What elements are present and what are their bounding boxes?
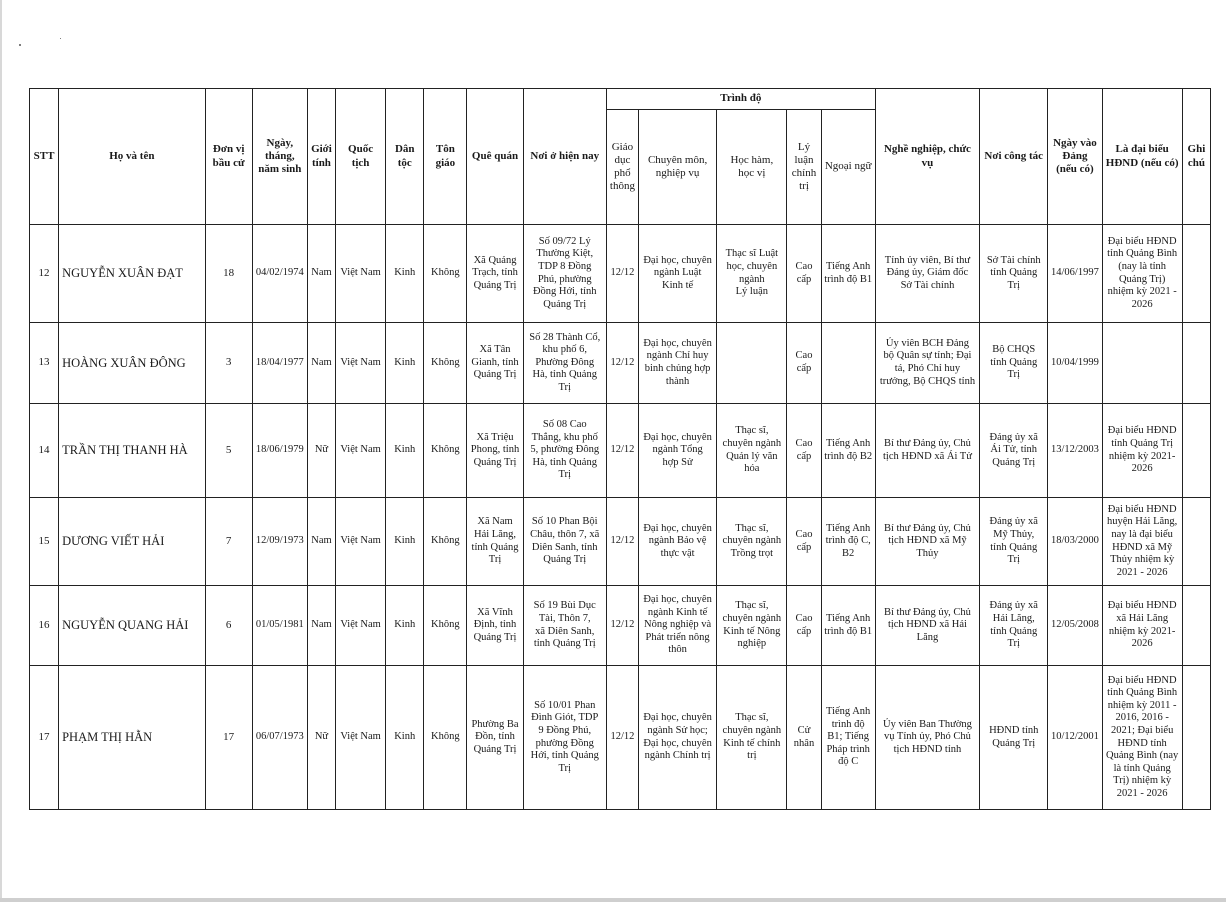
cell-name: DƯƠNG VIẾT HẢI: [59, 498, 205, 586]
cell-general-education: 12/12: [606, 666, 638, 810]
table-row: [30, 323, 1211, 404]
cell-specialization: Đại học, chuyên ngành Luật Kinh tế: [638, 225, 716, 323]
table-row: [30, 404, 1211, 498]
cell-birthdate: 12/09/1973: [252, 498, 307, 586]
cell-workplace: Bộ CHQS tỉnh Quảng Trị: [980, 323, 1048, 404]
cell-stt: 15: [30, 498, 59, 586]
col-header-notes: Ghi chú: [1182, 89, 1210, 225]
cell-constituency: 17: [205, 666, 252, 810]
table-row: [30, 225, 1211, 323]
cell-hometown: Phường Ba Đồn, tỉnh Quảng Trị: [467, 666, 523, 810]
cell-academic-degree: Thạc sĩ, chuyên ngành Kinh tế chính trị: [717, 666, 787, 810]
cell-council-delegate: [1102, 323, 1182, 404]
cell-constituency: 6: [205, 586, 252, 666]
cell-political-theory: Cao cấp: [787, 323, 821, 404]
cell-ethnicity: Kinh: [386, 666, 424, 810]
cell-religion: Không: [424, 323, 467, 404]
header-row-top: [30, 89, 1211, 110]
cell-constituency: 18: [205, 225, 252, 323]
cell-specialization: Đại học, chuyên ngành Chỉ huy binh chủng hợp thành: [638, 323, 716, 404]
cell-general-education: 12/12: [606, 404, 638, 498]
cell-foreign-language: Tiếng Anh trình độ B1; Tiếng Pháp trình độ C: [821, 666, 875, 810]
cell-occupation: Tỉnh ủy viên, Bí thư Đảng ủy, Giám đốc Sở Tài chính: [875, 225, 979, 323]
cell-political-theory: Cao cấp: [787, 225, 821, 323]
cell-foreign-language: Tiếng Anh trình độ C, B2: [821, 498, 875, 586]
col-header-political-theory: Lý luận chính trị: [787, 110, 821, 225]
cell-foreign-language: [821, 323, 875, 404]
cell-party-join-date: 12/05/2008: [1048, 586, 1102, 666]
col-header-ethnicity: Dân tộc: [386, 89, 424, 225]
cell-hometown: Xã Tân Gianh, tỉnh Quảng Trị: [467, 323, 523, 404]
col-header-council-delegate: Là đại biểu HĐND (nếu có): [1102, 89, 1182, 225]
cell-ethnicity: Kinh: [386, 225, 424, 323]
cell-birthdate: 18/06/1979: [252, 404, 307, 498]
col-header-stt: STT: [30, 89, 59, 225]
cell-council-delegate: Đại biểu HĐND huyện Hải Lăng, nay là đại biểu HĐND xã Mỹ Thủy nhiệm kỳ 2021 - 2026: [1102, 498, 1182, 586]
cell-stt: 16: [30, 586, 59, 666]
col-header-residence: Nơi ở hiện nay: [523, 89, 606, 225]
cell-notes: [1182, 666, 1210, 810]
cell-general-education: 12/12: [606, 323, 638, 404]
cell-residence: Số 28 Thành Cổ, khu phố 6, Phường Đông Hà, tỉnh Quảng Trị: [523, 323, 606, 404]
col-header-constituency: Đơn vị bầu cử: [205, 89, 252, 225]
cell-academic-degree: Thạc sĩ, chuyên ngành Kinh tế Nông nghiệp: [717, 586, 787, 666]
cell-academic-degree: Thạc sĩ, chuyên ngành Trồng trọt: [717, 498, 787, 586]
table-row: [30, 498, 1211, 586]
cell-hometown: Xã Nam Hải Lăng, tỉnh Quảng Trị: [467, 498, 523, 586]
cell-birthdate: 06/07/1973: [252, 666, 307, 810]
scan-left-edge: [0, 0, 2, 902]
cell-political-theory: Cao cấp: [787, 586, 821, 666]
col-header-name: Họ và tên: [59, 89, 205, 225]
col-header-party-join-date: Ngày vào Đảng (nếu có): [1048, 89, 1102, 225]
cell-party-join-date: 18/03/2000: [1048, 498, 1102, 586]
col-header-religion: Tôn giáo: [424, 89, 467, 225]
cell-ethnicity: Kinh: [386, 404, 424, 498]
cell-hometown: Xã Vĩnh Định, tỉnh Quảng Trị: [467, 586, 523, 666]
cell-occupation: Bí thư Đảng ủy, Chủ tịch HĐND xã Ái Tử: [875, 404, 979, 498]
cell-specialization: Đại học, chuyên ngành Sử học; Đại học, chuyên ngành Chính trị: [638, 666, 716, 810]
cell-academic-degree: [717, 323, 787, 404]
cell-workplace: Đảng ủy xã Hải Lăng, tỉnh Quảng Trị: [980, 586, 1048, 666]
cell-general-education: 12/12: [606, 225, 638, 323]
cell-constituency: 3: [205, 323, 252, 404]
candidate-table: [29, 88, 1211, 810]
cell-religion: Không: [424, 404, 467, 498]
cell-specialization: Đại học, chuyên ngành Tổng hợp Sử: [638, 404, 716, 498]
cell-nationality: Việt Nam: [336, 498, 386, 586]
cell-residence: Số 10/01 Phan Đình Giót, TDP 9 Đồng Phú, phường Đồng Hới, tỉnh Quảng Trị: [523, 666, 606, 810]
cell-gender: Nữ: [307, 666, 335, 810]
cell-general-education: 12/12: [606, 498, 638, 586]
cell-party-join-date: 14/06/1997: [1048, 225, 1102, 323]
cell-occupation: Bí thư Đảng ủy, Chủ tịch HĐND xã Mỹ Thủy: [875, 498, 979, 586]
cell-workplace: Sở Tài chính tỉnh Quảng Trị: [980, 225, 1048, 323]
cell-notes: [1182, 586, 1210, 666]
cell-stt: 13: [30, 323, 59, 404]
cell-academic-degree: Thạc sĩ, chuyên ngành Quản lý văn hóa: [717, 404, 787, 498]
cell-name: TRẦN THỊ THANH HÀ: [59, 404, 205, 498]
cell-hometown: Xã Quảng Trạch, tỉnh Quảng Trị: [467, 225, 523, 323]
cell-occupation: Ủy viên Ban Thường vụ Tỉnh ủy, Phó Chủ tịch HĐND tỉnh: [875, 666, 979, 810]
cell-nationality: Việt Nam: [336, 323, 386, 404]
col-header-occupation: Nghề nghiệp, chức vụ: [875, 89, 979, 225]
cell-constituency: 7: [205, 498, 252, 586]
cell-name: PHẠM THỊ HẰN: [59, 666, 205, 810]
scan-speck: [60, 38, 61, 39]
cell-council-delegate: Đại biểu HĐND xã Hải Lăng nhiệm kỳ 2021- 2026: [1102, 586, 1182, 666]
cell-ethnicity: Kinh: [386, 586, 424, 666]
cell-foreign-language: Tiếng Anh trình độ B2: [821, 404, 875, 498]
cell-religion: Không: [424, 666, 467, 810]
cell-gender: Nam: [307, 586, 335, 666]
table-row: [30, 666, 1211, 810]
cell-hometown: Xã Triệu Phong, tỉnh Quảng Trị: [467, 404, 523, 498]
cell-party-join-date: 10/12/2001: [1048, 666, 1102, 810]
cell-council-delegate: Đại biểu HĐND tỉnh Quảng Bình nhiệm kỳ 2011 - 2016, 2016 - 2021; Đại biểu HĐND tỉnh Quảng Bình (nay là tỉnh Quảng Trị) nhiệm kỳ 2021 - 2026: [1102, 666, 1182, 810]
scan-speck: [19, 44, 21, 46]
col-header-qualifications: Trình độ: [606, 89, 875, 110]
cell-political-theory: Cử nhân: [787, 666, 821, 810]
cell-gender: Nam: [307, 498, 335, 586]
cell-specialization: Đại học, chuyên ngành Kinh tế Nông nghiệp và Phát triển nông thôn: [638, 586, 716, 666]
cell-specialization: Đại học, chuyên ngành Bảo vệ thực vật: [638, 498, 716, 586]
cell-nationality: Việt Nam: [336, 666, 386, 810]
cell-nationality: Việt Nam: [336, 586, 386, 666]
cell-workplace: Đảng ủy xã Ái Tử, tỉnh Quảng Trị: [980, 404, 1048, 498]
table-row: [30, 586, 1211, 666]
cell-council-delegate: Đại biểu HĐND tỉnh Quảng Bình (nay là tỉnh Quảng Trị) nhiệm kỳ 2021 - 2026: [1102, 225, 1182, 323]
cell-political-theory: Cao cấp: [787, 498, 821, 586]
cell-party-join-date: 10/04/1999: [1048, 323, 1102, 404]
cell-constituency: 5: [205, 404, 252, 498]
cell-birthdate: 04/02/1974: [252, 225, 307, 323]
cell-gender: Nam: [307, 225, 335, 323]
cell-notes: [1182, 498, 1210, 586]
cell-birthdate: 01/05/1981: [252, 586, 307, 666]
cell-name: NGUYỄN XUÂN ĐẠT: [59, 225, 205, 323]
col-header-workplace: Nơi công tác: [980, 89, 1048, 225]
cell-stt: 17: [30, 666, 59, 810]
cell-religion: Không: [424, 225, 467, 323]
cell-workplace: Đảng ủy xã Mỹ Thủy, tỉnh Quảng Trị: [980, 498, 1048, 586]
cell-birthdate: 18/04/1977: [252, 323, 307, 404]
cell-foreign-language: Tiếng Anh trình độ B1: [821, 225, 875, 323]
cell-ethnicity: Kinh: [386, 323, 424, 404]
cell-gender: Nữ: [307, 404, 335, 498]
cell-residence: Số 09/72 Lý Thường Kiệt, TDP 8 Đồng Phú, phường Đồng Hới, tỉnh Quảng Trị: [523, 225, 606, 323]
cell-religion: Không: [424, 498, 467, 586]
col-header-foreign-language: Ngoại ngữ: [821, 110, 875, 225]
cell-nationality: Việt Nam: [336, 225, 386, 323]
cell-residence: Số 19 Bùi Dục Tài, Thôn 7, xã Diên Sanh, tỉnh Quảng Trị: [523, 586, 606, 666]
cell-party-join-date: 13/12/2003: [1048, 404, 1102, 498]
cell-name: NGUYỄN QUANG HẢI: [59, 586, 205, 666]
cell-notes: [1182, 225, 1210, 323]
cell-general-education: 12/12: [606, 586, 638, 666]
col-header-hometown: Quê quán: [467, 89, 523, 225]
cell-stt: 12: [30, 225, 59, 323]
col-header-birthdate: Ngày, tháng, năm sinh: [252, 89, 307, 225]
cell-gender: Nam: [307, 323, 335, 404]
cell-residence: Số 08 Cao Thắng, khu phố 5, phường Đông Hà, tỉnh Quảng Trị: [523, 404, 606, 498]
cell-academic-degree: Thạc sĩ Luật học, chuyên ngành Lý luận: [717, 225, 787, 323]
cell-occupation: Bí thư Đảng ủy, Chủ tịch HĐND xã Hải Lăng: [875, 586, 979, 666]
col-header-gender: Giới tính: [307, 89, 335, 225]
cell-political-theory: Cao cấp: [787, 404, 821, 498]
cell-name: HOÀNG XUÂN ĐÔNG: [59, 323, 205, 404]
col-header-specialization: Chuyên môn, nghiệp vụ: [638, 110, 716, 225]
cell-foreign-language: Tiếng Anh trình độ B1: [821, 586, 875, 666]
cell-residence: Số 10 Phan Bội Châu, thôn 7, xã Diên Sanh, tỉnh Quảng Trị: [523, 498, 606, 586]
col-header-academic-degree: Học hàm, học vị: [717, 110, 787, 225]
cell-notes: [1182, 404, 1210, 498]
cell-ethnicity: Kinh: [386, 498, 424, 586]
cell-occupation: Ủy viên BCH Đảng bộ Quân sự tỉnh; Đại tá, Phó Chỉ huy trưởng, Bộ CHQS tỉnh: [875, 323, 979, 404]
scan-bottom-edge: [0, 898, 1226, 902]
cell-religion: Không: [424, 586, 467, 666]
col-header-general-education: Giáo dục phổ thông: [606, 110, 638, 225]
cell-council-delegate: Đại biểu HĐND tỉnh Quảng Trị nhiệm kỳ 2021- 2026: [1102, 404, 1182, 498]
cell-nationality: Việt Nam: [336, 404, 386, 498]
col-header-nationality: Quốc tịch: [336, 89, 386, 225]
cell-notes: [1182, 323, 1210, 404]
cell-stt: 14: [30, 404, 59, 498]
cell-workplace: HĐND tỉnh Quảng Trị: [980, 666, 1048, 810]
